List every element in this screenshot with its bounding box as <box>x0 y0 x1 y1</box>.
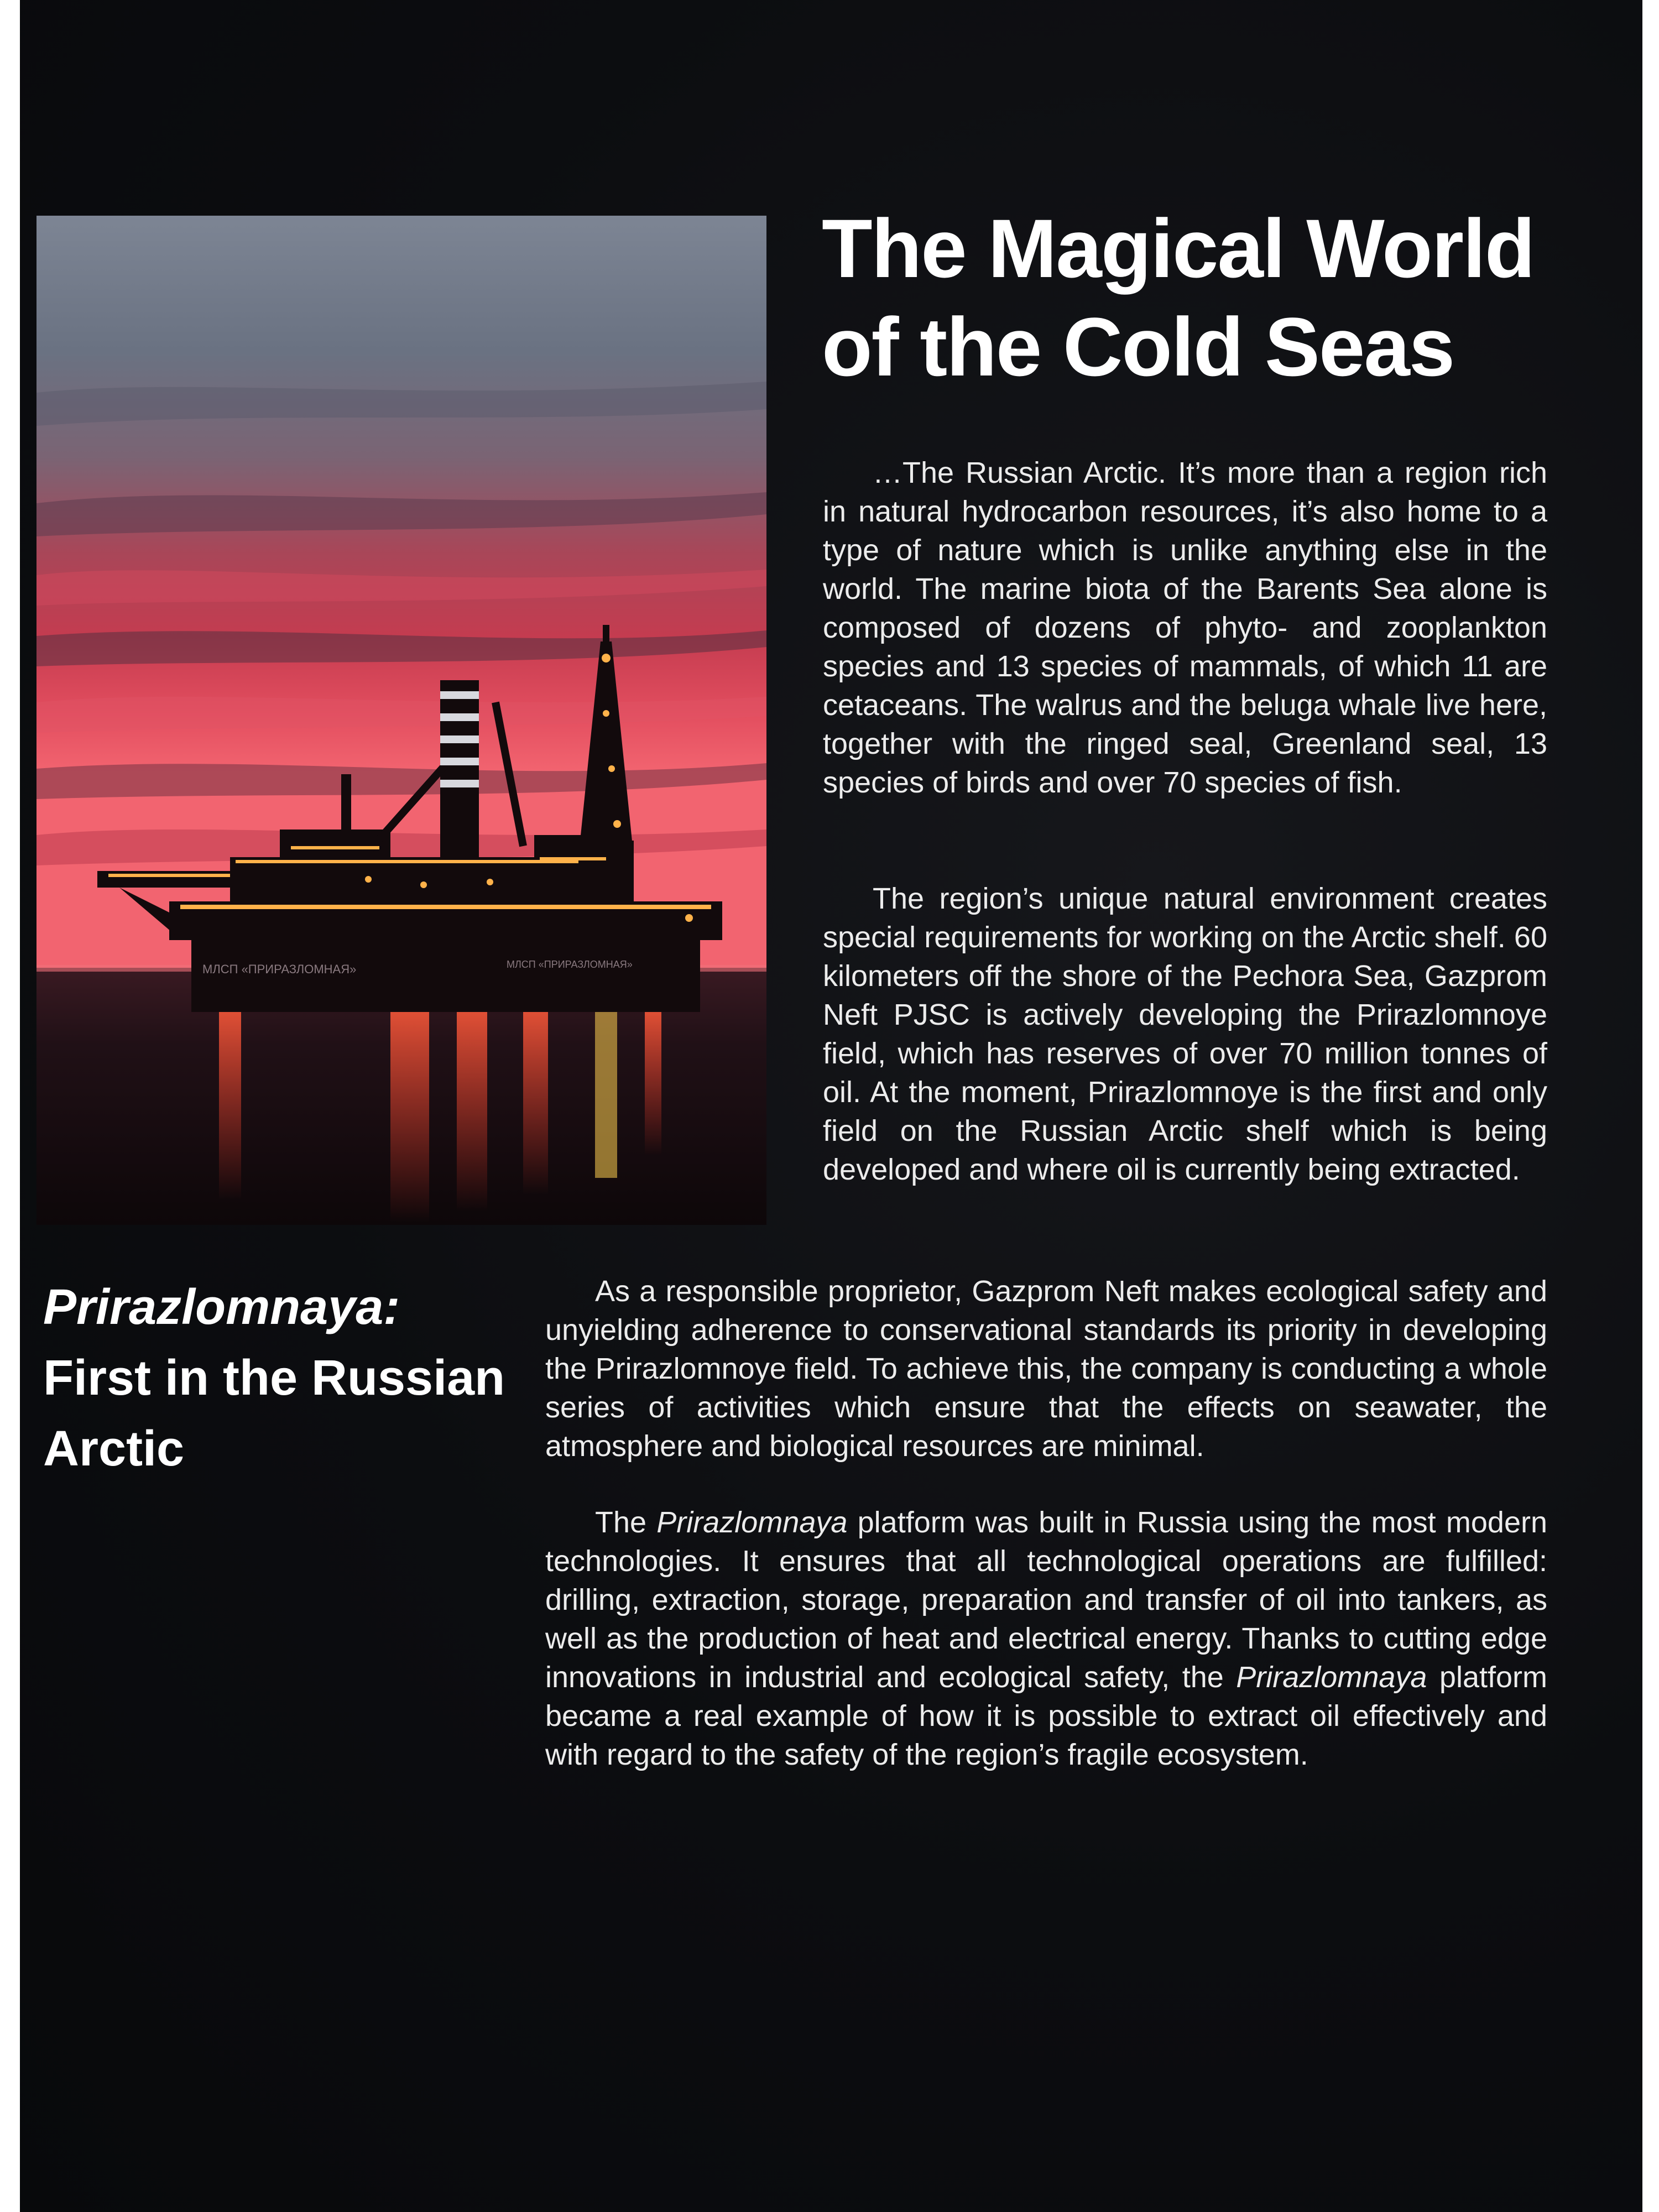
paragraph-1 <box>823 453 1547 802</box>
paragraph-4-italic-2: Prirazlomnaya <box>1236 1661 1427 1694</box>
title-line-2: of the Cold Seas <box>822 300 1454 393</box>
hull-label-right: МЛСП «ПРИРАЗЛОМНАЯ» <box>507 959 633 970</box>
paragraph-2-text: The region’s unique natural environment creates special requirements for working on the Arctic shelf. 60 kilometers off the shore of the Pechora Sea, Gazprom Neft PJSC is actively developing the Prirazlomnoye field, which has reserves of over 70 million tonnes of oil. At the moment, Prirazlomnoye is the first and only field on the Russian Arctic shelf which is being developed and where oil is currently being extracted. <box>823 882 1547 1186</box>
paragraph-4-part-1: The <box>595 1506 657 1539</box>
sidebar-heading <box>43 1272 530 1484</box>
paragraph-3 <box>545 1272 1547 1465</box>
sidebar-heading-line-1: Prirazlomnaya: <box>43 1280 400 1335</box>
paragraph-2 <box>823 879 1547 1189</box>
hull-label-left: МЛСП «ПРИРАЗЛОМНАЯ» <box>202 962 357 976</box>
sidebar-heading-line-3: Arctic <box>43 1421 185 1477</box>
platform-sunset-image <box>36 216 766 1225</box>
article-title <box>822 199 1596 396</box>
sidebar-heading-line-2: First in the Russian <box>43 1350 505 1406</box>
paragraph-3-text: As a responsible proprietor, Gazprom Neft makes ecological safety and unyielding adherence to conservational standards its priority in developing the Prirazlomnoye field. To achieve this, the company is conducting a whole series of activities which ensure that the effects on seawater, the atmosphere and biological resources are minimal. <box>545 1275 1547 1463</box>
magazine-page <box>20 0 1642 2212</box>
paragraph-1-text: …The Russian Arctic. It’s more than a region rich in natural hydrocarbon resources, it’s also home to a type of nature which is unlike anything else in the world. The marine biota of the Barents Sea alone is composed of dozens of phyto- and zooplankton species and 13 species of mammals, of which 11 are cetaceans. The walrus and the beluga whale live here, together with the ringed seal, Greenland seal, 13 species of birds and over 70 species of fish. <box>823 456 1547 799</box>
paragraph-4-italic-1: Prirazlomnaya <box>656 1506 848 1539</box>
paragraph-4 <box>545 1503 1547 1774</box>
oil-platform-photo <box>36 216 766 1225</box>
title-line-1: The Magical World <box>822 202 1535 295</box>
paragraph-4-part-3: platform became a real example of how it is possible to extract oil effectively and with regard to the safety of the region’s fragile ecosystem. <box>545 1661 1547 1771</box>
paragraph-4-part-2: platform was built in Russia using the most modern technologies. It ensures that all technological operations are fulfilled: drilling, extraction, storage, preparation and transfer of oil into tankers, as well as the production of heat and electrical energy. Thanks to cutting edge innovations in industrial and ecological safety, the <box>545 1506 1547 1694</box>
